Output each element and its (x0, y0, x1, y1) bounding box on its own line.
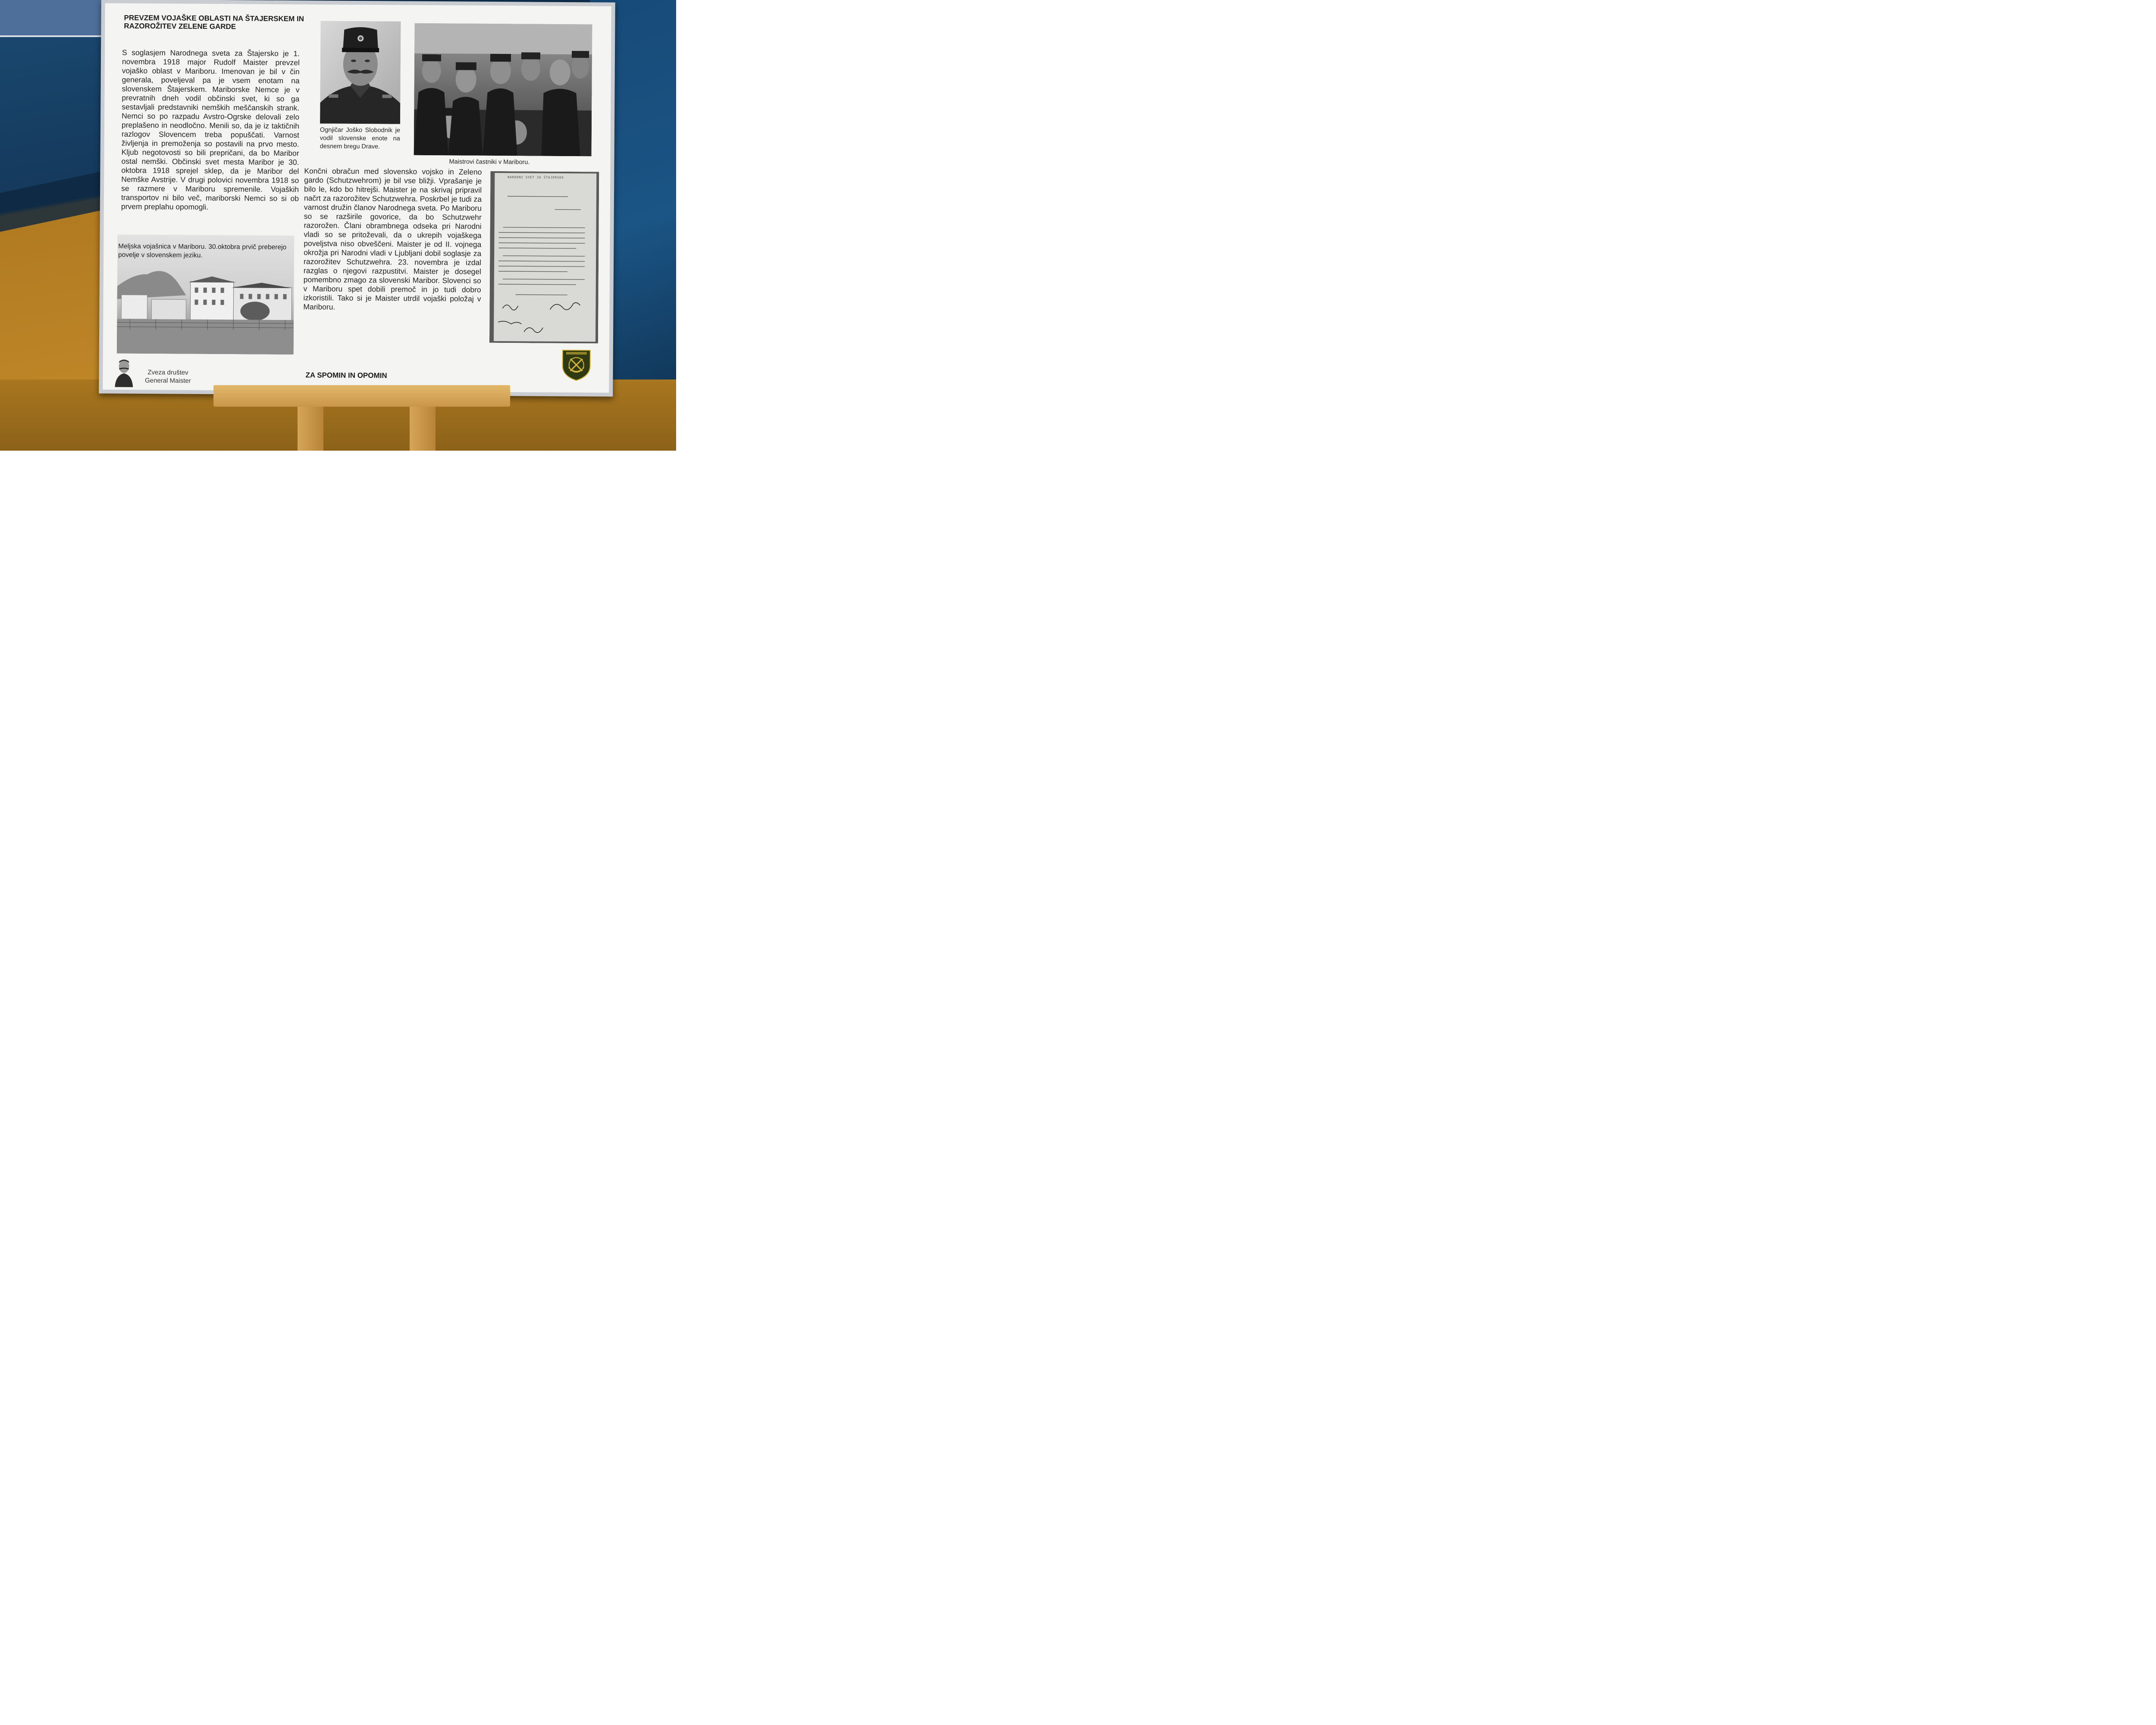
paragraph-right: Končni obračun med slovensko vojsko in Zeleno gardo (Schutzwehrom) je bil vse bližji. Vprašanje je bilo le, kdo bo hitrejši. Maister je na skrivaj pripravil načrt za razorožitev Schutzwehra. Poskrbel je tudi za varnost družin članov Narodnega sveta. Po Mariboru so se razširile govorice, da bo Schutzwehr razorožen. Člani obrambnega odseka pri Narodni vladi so se pritoževali, da o ukrepih vojaškega poveljstva niso obveščeni. Maister je od II. vojnega okrožja pri Narodni vladi v Ljubljani dobil soglasje za razorožitev Schutzwehra. 23. novembra je izdal razglas o njegovi razpustitvi. Maister je dosegel pomembno zmago za slovenski Maribor. Slovenci so v Mariboru spet dobili premoč in jo tudi dobro izkoristili. Tako si je Maister utrdil vojaški položaj v Mariboru. (303, 166, 482, 311)
easel-leg (410, 405, 436, 451)
easel-ledge (213, 385, 510, 407)
exhibition-board-frame (99, 0, 615, 397)
document-header: NARODNI SVET ZA ŠTAJERSKO (508, 176, 564, 179)
caption-officer: Ognjičar Joško Slobodnik je vodil slovenske enote na desnem bregu Drave. (320, 126, 401, 151)
organization-name-line2: General Maister (144, 377, 191, 385)
organization-name-line1: Zveza društev (147, 369, 188, 376)
easel-leg (298, 405, 323, 451)
footer-motto: ZA SPOMIN IN OPOMIN (305, 371, 387, 380)
caption-group: Maistrovi častniki v Mariboru. (449, 158, 530, 166)
photo-scene (0, 0, 676, 451)
caption-barracks: Meljska vojašnica v Mariboru. 30.oktobra prvič preberejo povelje v slovenskem jeziku. (118, 242, 287, 259)
background-poster (0, 0, 108, 37)
exhibition-board (103, 3, 611, 392)
officers-group-photo (414, 23, 592, 157)
organization-name (131, 368, 204, 385)
military-museum-badge-icon (560, 348, 592, 381)
officer-portrait-photo (320, 21, 401, 124)
paragraph-left: S soglasjem Narodnega sveta za Štajersko je 1. novembra 1918 major Rudolf Maister prevzel vojaško oblast v Mariboru. Imenovan je bil v čin generala, poveljeval pa je vsem enotam na slovenskem Štajerskem. Mariborske Nemce je v prevratnih dneh vodil občinski svet, ki so ga sestavljali predstavniki nemških meščanskih strank. Nemci so po razpadu Avstro-Ogrske delovali zelo preplašeno in neodločno. Menili so, da je iz taktičnih razlogov Slovencem treba popuščati. Varnost življenja in premoženja so postavili na prvo mesto. Kljub negotovosti so bili prepričani, da bo Maribor ostal nemški. Občinski svet mesta Maribor je 30. oktobra 1918 sprejel sklep, da je Maribor del Nemške Avstrije. V drugi polovici novembra 1918 so se razmere v Mariboru spremenile. Vojaških transportov ni bilo več, mariborski Nemci so si ob prvem preplahu opomogli. (121, 48, 300, 211)
board-title: PREVZEM VOJAŠKE OBLASTI NA ŠTAJERSKEM IN RAZOROŽITEV ZELENE GARDE (124, 13, 304, 31)
historical-document-photo (489, 171, 599, 344)
